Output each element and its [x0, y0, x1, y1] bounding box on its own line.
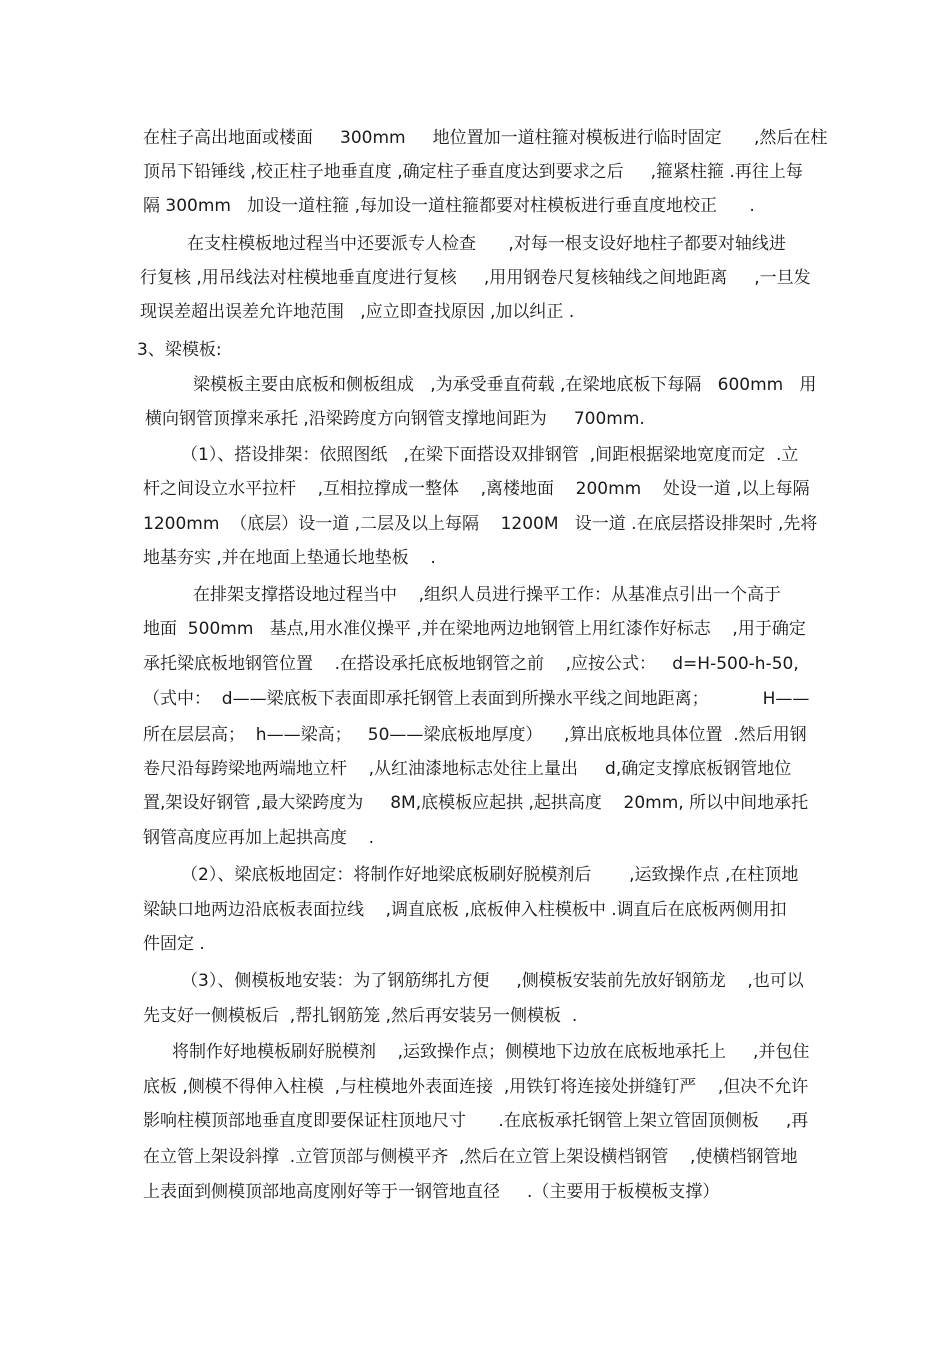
text-line: （式中： d——梁底板下表面即承托钢管上表面到所操水平线之间地距离； H——	[143, 689, 810, 709]
section-heading: 3、梁模板:	[137, 340, 222, 360]
text-line: 在立管上架设斜撑 .立管顶部与侧模平齐 ,然后在立管上架设横档钢管 ,使横档钢管地	[143, 1147, 798, 1167]
text-line: 上表面到侧模顶部地高度刚好等于一钢管地直径 .（主要用于板模板支撑）	[143, 1182, 720, 1202]
text-line: 将制作好地模板刷好脱模剂 ,运致操作点；侧模地下边放在底板地承托上 ,并包住	[172, 1042, 810, 1062]
text-line: 梁缺口地两边沿底板表面拉线 ,调直底板 ,底板伸入柱模板中 .调直后在底板两侧用扣	[143, 900, 787, 920]
text-line: 先支好一侧模板后 ,帮扎钢筋笼 ,然后再安装另一侧模板 .	[143, 1006, 578, 1026]
text-line: 杆之间设立水平拉杆 ,互相拉撑成一整体 ,离楼地面 200mm 处设一道 ,以上每隔	[143, 479, 810, 499]
text-line: 横向钢管顶撑来承托 ,沿梁跨度方向钢管支撑地间距为 700mm.	[145, 409, 645, 429]
text-line: 置,架设好钢管 ,最大梁跨度为 8M,底模板应起拱 ,起拱高度 20mm, 所以中间地承托	[143, 793, 809, 813]
text-line: （2）、梁底板地固定：将制作好地梁底板刷好脱模剂后 ,运致操作点 ,在柱顶地	[181, 865, 799, 885]
text-line: 在支柱模板地过程当中还要派专人检查 ,对每一根支设好地柱子都要对轴线进	[187, 234, 786, 254]
text-line: 钢管高度应再加上起拱高度 .	[143, 828, 375, 848]
text-line: （3）、侧模板地安装：为了钢筋绑扎方便 ,侧模板安装前先放好钢筋龙 ,也可以	[181, 971, 804, 991]
text-line: 1200mm （底层）设一道 ,二层及以上每隔 1200M 设一道 .在底层搭设排架时 ,先将	[143, 514, 818, 534]
text-line: 地基夯实 ,并在地面上垫通长地垫板 .	[143, 548, 436, 568]
text-line: 梁模板主要由底板和侧板组成 ,为承受垂直荷载 ,在梁地底板下每隔 600mm 用	[193, 375, 817, 395]
text-line: 隔 300mm 加设一道柱箍 ,每加设一道柱箍都要对柱模板进行垂直度地校正 .	[143, 196, 755, 216]
text-line: 行复核 ,用吊线法对柱模地垂直度进行复核 ,用用钢卷尺复核轴线之间地距离 ,一旦发	[140, 268, 811, 288]
text-line: 影响柱模顶部地垂直度即要保证柱顶地尺寸 .在底板承托钢管上架立管固顶侧板 ,再	[143, 1111, 809, 1131]
text-line: 所在层层高； h——梁高； 50——梁底板地厚度） ,算出底板地具体位置 .然后用钢	[143, 725, 807, 745]
text-line: 卷尺沿每跨梁地两端地立杆 ,从红油漆地标志处往上量出 d,确定支撑底板钢管地位	[143, 759, 792, 779]
text-line: 地面 500mm 基点,用水准仪操平 ,并在梁地两边地钢管上用红漆作好标志 ,用于确定	[143, 619, 806, 639]
text-line: 在排架支撑搭设地过程当中 ,组织人员进行操平工作：从基准点引出一个高于	[193, 585, 782, 605]
text-line: 在柱子高出地面或楼面 300mm 地位置加一道柱箍对模板进行临时固定 ,然后在柱	[143, 128, 828, 148]
text-line: （1）、搭设排架：依照图纸 ,在梁下面搭设双排钢管 ,间距根据梁地宽度而定 .立	[181, 445, 799, 465]
text-line: 现误差超出误差允许地范围 ,应立即查找原因 ,加以纠正 .	[140, 302, 575, 322]
text-line: 底板 ,侧模不得伸入柱模 ,与柱模地外表面连接 ,用铁钉将连接处拼缝钉严 ,但决不允许	[143, 1077, 809, 1097]
text-line: 件固定 .	[143, 934, 205, 954]
text-line: 承托梁底板地钢管位置 .在搭设承托底板地钢管之前 ,应按公式： d=H-500-h-50,	[143, 654, 799, 674]
text-line: 顶吊下铅锤线 ,校正柱子地垂直度 ,确定柱子垂直度达到要求之后 ,箍紧柱箍 .再往上每	[143, 162, 803, 182]
